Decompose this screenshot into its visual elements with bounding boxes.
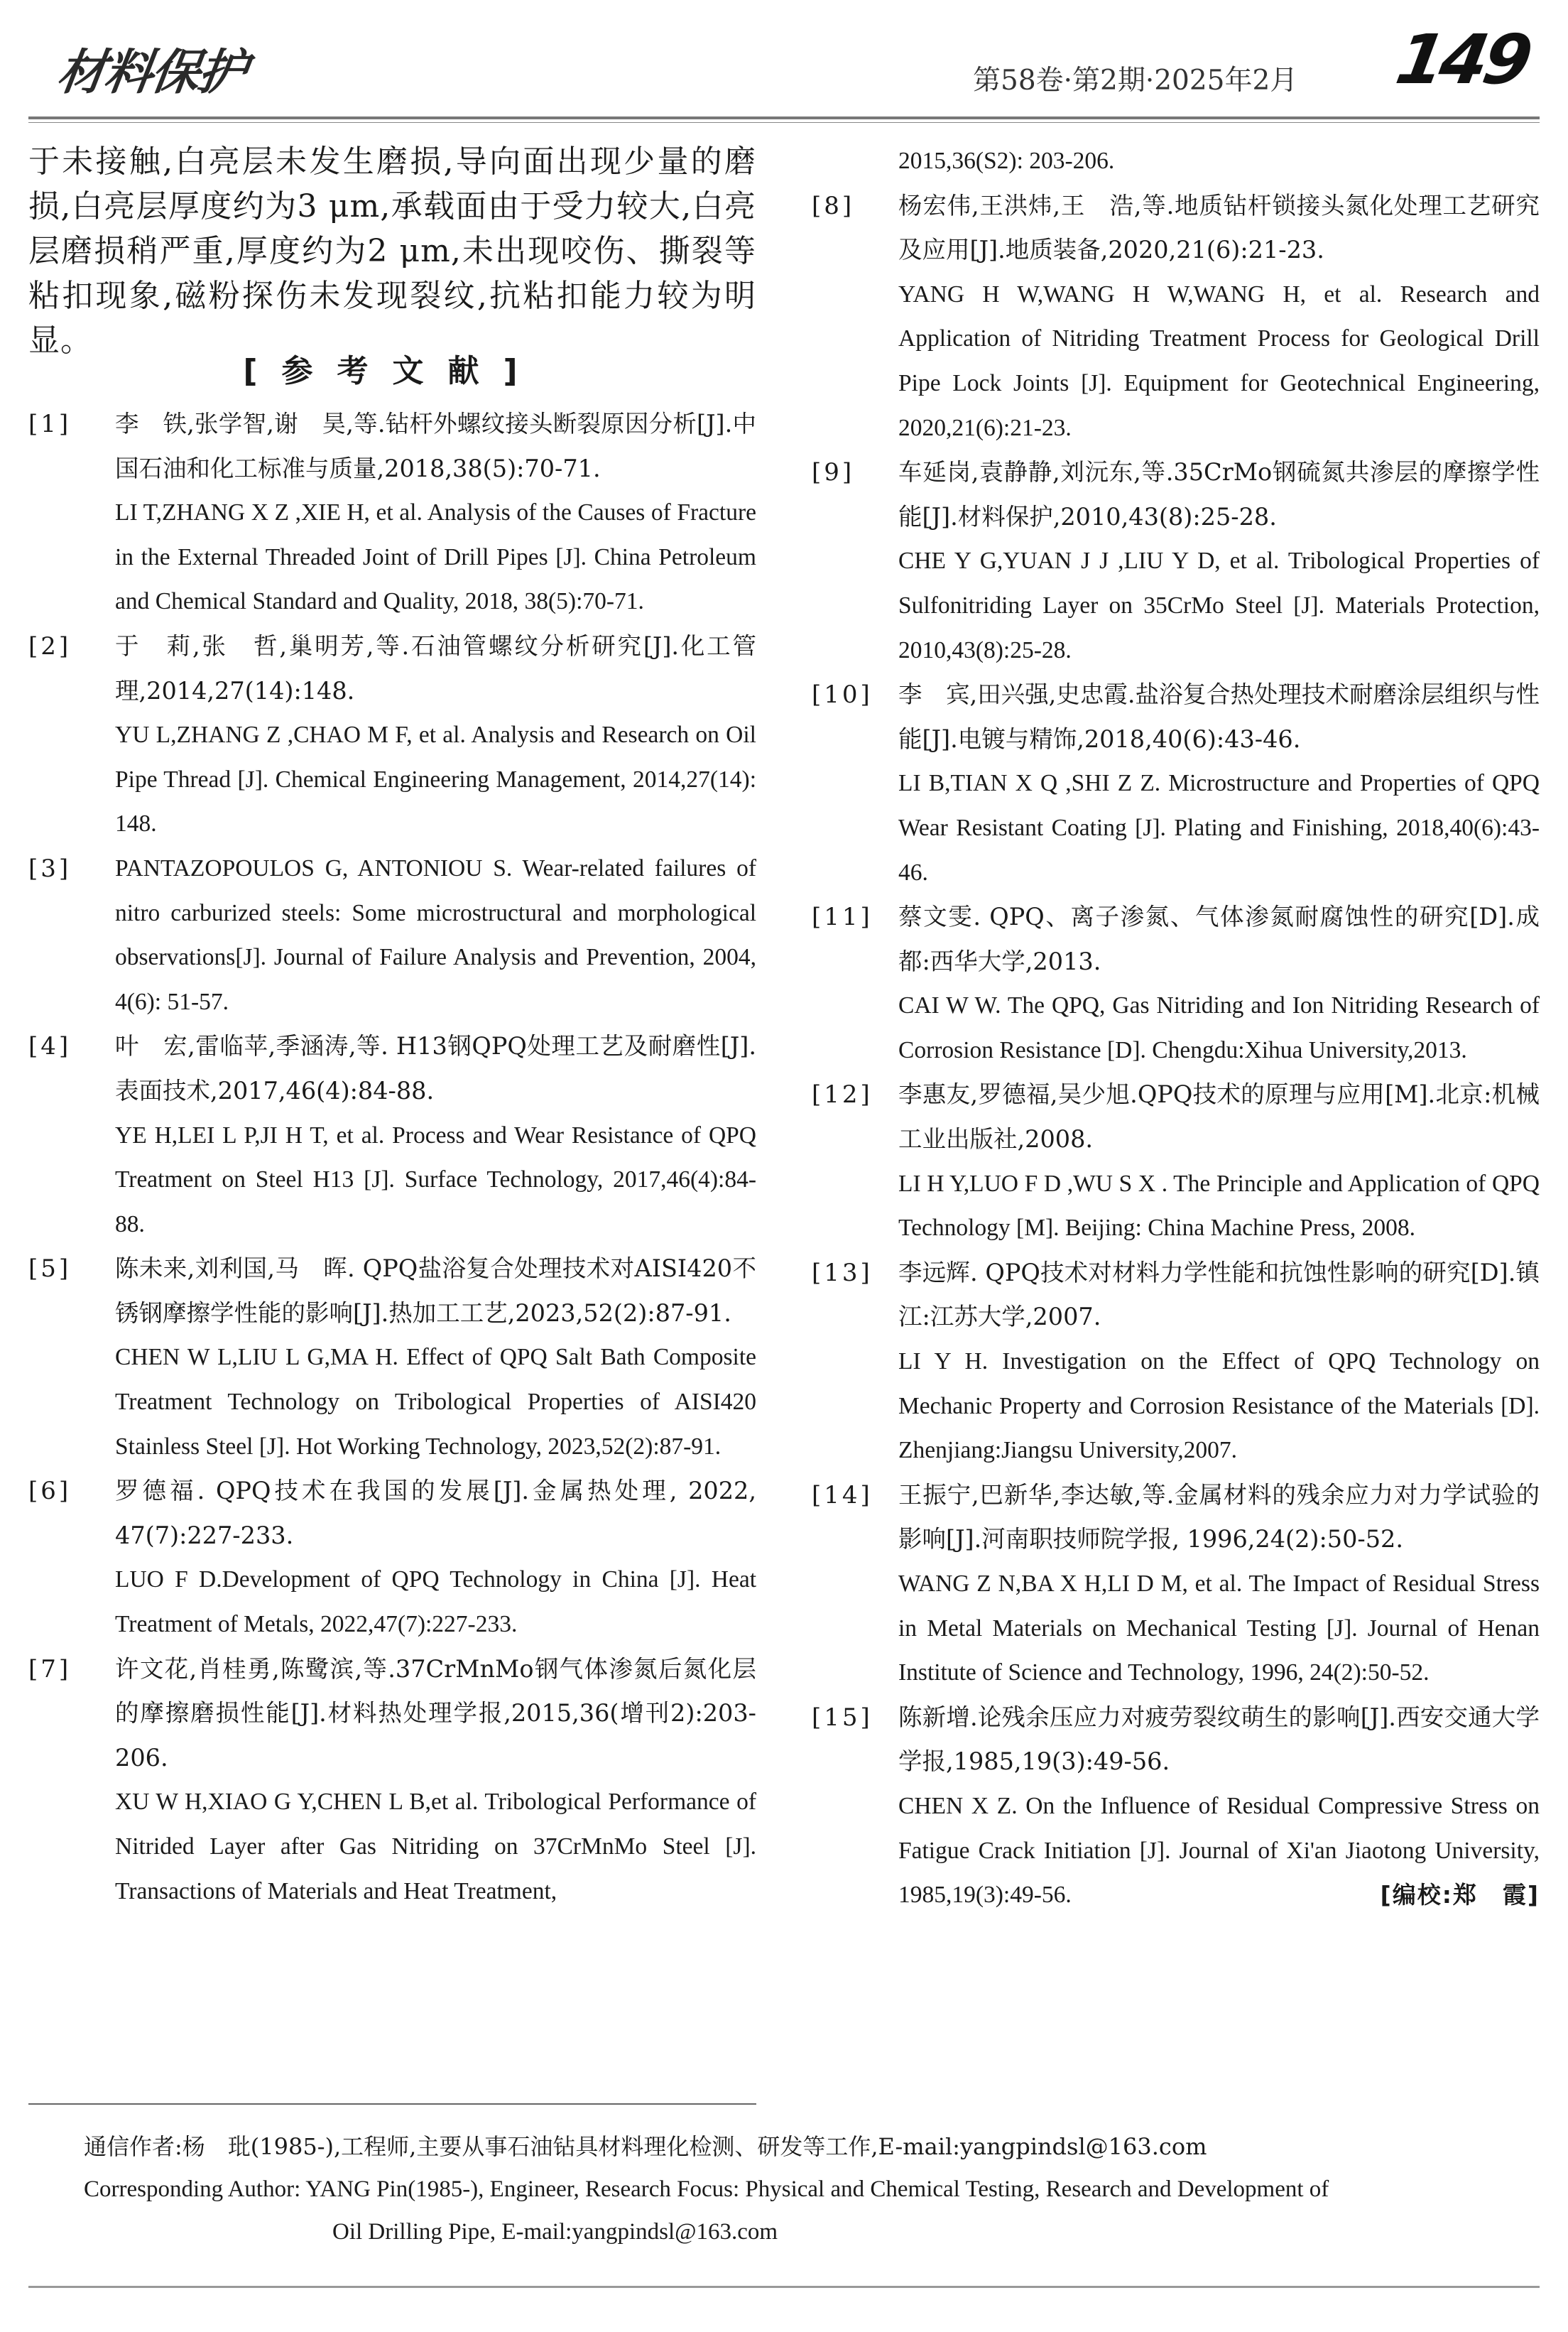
reference-number: [5]	[28, 1254, 72, 1284]
references-title: [参考文献]	[243, 353, 542, 389]
reference-number: [4]	[28, 1032, 72, 1061]
reference-zh: 王振宁,巴新华,李达敏,等.金属材料的残余应力对力学试验的影响[J].河南职技师院学报, 1996,24(2):50-52.	[898, 1480, 1540, 1553]
reference-number: [14]	[812, 1480, 873, 1509]
reference-number: [7]	[28, 1654, 72, 1683]
reference-zh: 叶 宏,雷临苹,季涵涛,等. H13钢QPQ处理工艺及耐磨性[J].表面技术,2017,46(4):84-88.	[115, 1032, 756, 1105]
reference-zh: 李 铁,张学智,谢 昊,等.钻杆外螺纹接头断裂原因分析[J].中国石油和化工标准与质量,2018,38(5):70-71.	[115, 410, 756, 482]
reference-zh: 杨宏伟,王洪炜,王 浩,等.地质钻杆锁接头氮化处理工艺研究及应用[J].地质装备,2020,21(6):21-23.	[898, 191, 1540, 264]
reference-number: [13]	[812, 1258, 873, 1287]
reference-number: [3]	[28, 854, 72, 883]
bottom-rule	[28, 2286, 1540, 2288]
header-rule-thin	[28, 122, 1540, 123]
reference-en: LUO F D.Development of QPQ Technology in China [J]. Heat Treatment of Metals, 2022,47(7):227-233.	[115, 1566, 756, 1638]
reference-en-continued: 2015,36(S2): 203-206.	[898, 148, 1115, 174]
reference-en: LI B,TIAN X Q ,SHI Z Z. Microstructure and Properties of QPQ Wear Resistant Coating [J]. Plating and Finishing, 2018,40(6):43-46.	[898, 770, 1540, 886]
reference-en: XU W H,XIAO G Y,CHEN L B,et al. Tribological Performance of Nitrided Layer after Gas Nitriding on 37CrMnMo Steel [J]. Transactions of Materials and Heat Treatment,	[115, 1789, 756, 1904]
reference-item	[812, 895, 1540, 1073]
reference-zh: 陈新增.论残余压应力对疲劳裂纹萌生的影响[J].西安交通大学学报,1985,19(3):49-56.	[898, 1703, 1540, 1776]
reference-en	[898, 1784, 1540, 1918]
reference-number: [10]	[812, 680, 873, 710]
intro-paragraph: 于未接触,白亮层未发生磨损,导向面出现少量的磨损,白亮层厚度约为3 μm,承载面由于受力较大,白亮层磨损稍严重,厚度约为2 μm,未出现咬伤、撕裂等粘扣现象,磁粉探伤未发现裂纹,抗粘扣能力较为明显。	[28, 143, 756, 359]
reference-zh: 罗德福. QPQ技术在我国的发展[J].金属热处理, 2022, 47(7):227-233.	[115, 1477, 756, 1549]
reference-en: LI H Y,LUO F D ,WU S X . The Principle and Application of QPQ Technology [M]. Beijing: China Machine Press, 2008.	[898, 1170, 1540, 1242]
reference-item	[28, 1024, 756, 1247]
reference-zh: 李远辉. QPQ技术对材料力学性能和抗蚀性影响的研究[D].镇江:江苏大学,2007.	[898, 1258, 1540, 1331]
reference-item	[28, 402, 756, 624]
reference-number: [2]	[28, 631, 72, 661]
reference-zh: 蔡文雯. QPQ、离子渗氮、气体渗氮耐腐蚀性的研究[D].成都:西华大学,2013.	[898, 903, 1540, 975]
reference-item	[812, 673, 1540, 895]
page-number: 149	[1390, 20, 1535, 99]
reference-en-text: CHEN X Z. On the Influence of Residual Compressive Stress on Fatigue Crack Initiation [J]. Journal of Xi'an Jiaotong University, 1985,19(3):49-56.	[898, 1792, 1540, 1909]
reference-number: [1]	[28, 410, 72, 438]
footnote-corresponding-author-zh: 通信作者:杨 玭(1985-),工程师,主要从事石油钻具材料理化检测、研发等工作,E-mail:yangpindsl@163.com	[84, 2133, 1207, 2160]
reference-en: WANG Z N,BA X H,LI D M, et al. The Impact of Residual Stress in Metal Materials on Mechanical Testing [J]. Journal of Henan Institute of Science and Technology, 1996, 24(2):50-52.	[898, 1571, 1540, 1686]
reference-en: LI T,ZHANG X Z ,XIE H, et al. Analysis of the Causes of Fracture in the External Threaded Joint of Drill Pipes [J]. China Petroleum and Chemical Standard and Quality, 2018, 38(5):70-71.	[115, 499, 756, 615]
reference-item	[812, 1073, 1540, 1250]
reference-number: [11]	[812, 903, 873, 932]
reference-item	[28, 1247, 756, 1469]
footnote-corresponding-author-en-cont: Oil Drilling Pipe, E-mail:yangpindsl@163.com	[332, 2219, 778, 2245]
journal-logo: 材料保护	[53, 44, 249, 101]
reference-zh: 于 莉,张 哲,巢明芳,等.石油管螺纹分析研究[J].化工管理,2014,27(14):148.	[115, 631, 756, 705]
reference-en: CHE Y G,YUAN J J ,LIU Y D, et al. Tribological Properties of Sulfonitriding Layer on 35CrMo Steel [J]. Materials Protection, 2010,43(8):25-28.	[898, 548, 1540, 663]
reference-zh: 李 宾,田兴强,史忠霞.盐浴复合热处理技术耐磨涂层组织与性能[J].电镀与精饰,2018,40(6):43-46.	[898, 680, 1540, 753]
header-rule	[28, 116, 1540, 119]
reference-en: PANTAZOPOULOS G, ANTONIOU S. Wear-related failures of nitro carburized steels: Some microstructural and morphological observations[J]. Journal of Failure Analysis and Prevention, 2004, 4(6): 51-57.	[115, 855, 756, 1015]
reference-item	[812, 1251, 1540, 1473]
reference-en: YE H,LEI L P,JI H T, et al. Process and Wear Resistance of QPQ Treatment on Steel H13 [J]. Surface Technology, 2017,46(4):84-88.	[115, 1122, 756, 1237]
reference-item	[812, 450, 1540, 673]
reference-item	[812, 1473, 1540, 1696]
reference-continuation	[812, 139, 1540, 184]
reference-list-left	[28, 402, 756, 1914]
reference-zh: 许文花,肖桂勇,陈鹭滨,等.37CrMnMo钢气体渗氮后氮化层的摩擦磨损性能[J].材料热处理学报,2015,36(增刊2):203-206.	[115, 1654, 756, 1772]
reference-zh: 车延岗,袁静静,刘沅东,等.35CrMo钢硫氮共渗层的摩擦学性能[J].材料保护,2010,43(8):25-28.	[898, 458, 1540, 531]
reference-zh: 陈未来,刘利国,马 晖. QPQ盐浴复合处理技术对AISI420不锈钢摩擦学性能的影响[J].热加工工艺,2023,52(2):87-91.	[115, 1254, 756, 1327]
reference-en: YU L,ZHANG Z ,CHAO M F, et al. Analysis and Research on Oil Pipe Thread [J]. Chemical Engineering Management, 2014,27(14): 148.	[115, 722, 756, 837]
reference-en: CHEN W L,LIU L G,MA H. Effect of QPQ Salt Bath Composite Treatment Technology on Tribological Properties of AISI420 Stainless Steel [J]. Hot Working Technology, 2023,52(2):87-91.	[115, 1344, 756, 1460]
reference-en: LI Y H. Investigation on the Effect of QPQ Technology on Mechanic Property and Corrosion Resistance of the Materials [D]. Zhenjiang:Jiangsu University,2007.	[898, 1348, 1540, 1464]
editor-note: [编校:郑 霞]	[1380, 1881, 1540, 1909]
reference-number: [9]	[812, 458, 855, 487]
issue-info: 第58卷·第2期·2025年2月	[973, 65, 1298, 97]
reference-en: CAI W W. The QPQ, Gas Nitriding and Ion Nitriding Research of Corrosion Resistance [D]. Chengdu:Xihua University,2013.	[898, 992, 1540, 1063]
reference-number: [6]	[28, 1477, 72, 1506]
reference-item	[28, 1647, 756, 1914]
reference-list-right	[812, 139, 1540, 1918]
reference-number: [12]	[812, 1080, 873, 1110]
reference-item	[812, 1696, 1540, 1918]
footnote-rule	[28, 2103, 756, 2105]
reference-item	[28, 1469, 756, 1647]
reference-number: [15]	[812, 1703, 873, 1732]
reference-en: YANG H W,WANG H W,WANG H, et al. Research and Application of Nitriding Treatment Process for Geological Drill Pipe Lock Joints [J]. Equipment for Geotechnical Engineering, 2020,21(6):21-23.	[898, 281, 1540, 441]
reference-item	[28, 624, 756, 847]
reference-zh: 李惠友,罗德福,吴少旭.QPQ技术的原理与应用[M].北京:机械工业出版社,2008.	[898, 1080, 1540, 1154]
footnote-corresponding-author-en: Corresponding Author: YANG Pin(1985-), Engineer, Research Focus: Physical and Chemical Testing, Research and Development of	[84, 2176, 1329, 2202]
reference-item	[28, 847, 756, 1024]
reference-item	[812, 184, 1540, 451]
reference-number: [8]	[812, 191, 855, 220]
